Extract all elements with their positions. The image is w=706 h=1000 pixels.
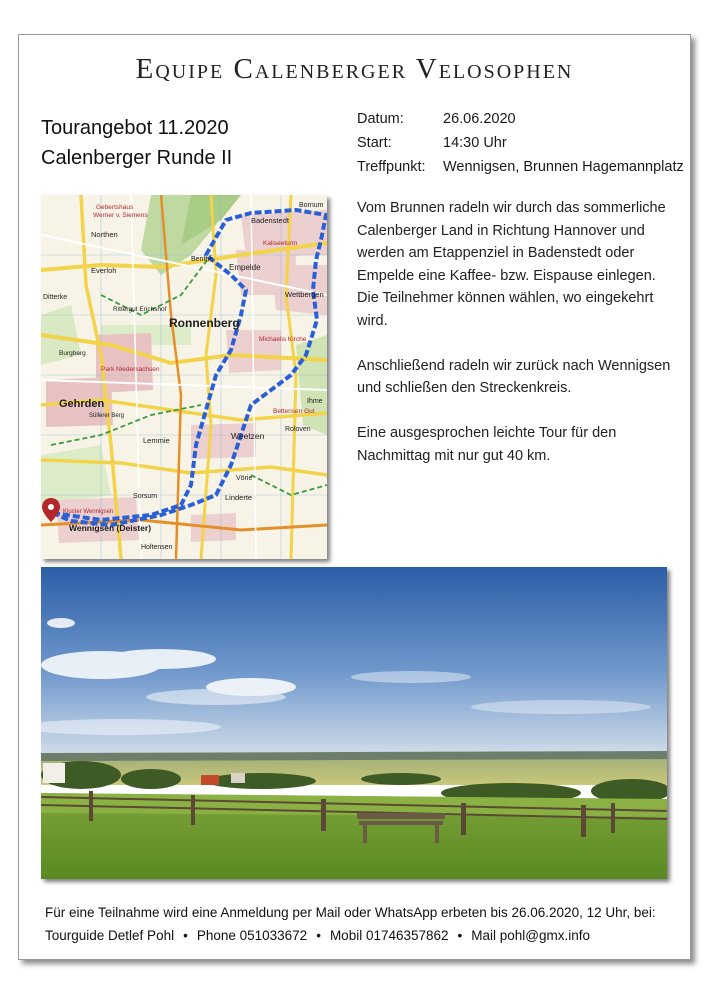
flyer-sheet	[18, 34, 691, 960]
detail-start	[357, 131, 684, 155]
map-label: Kloster Wennigsen	[63, 509, 114, 515]
map-label: Benthe	[191, 256, 214, 263]
map-label: Empelde	[229, 263, 261, 272]
mobile-number: Mobil 01746357862	[329, 928, 449, 943]
route-map-graphic	[41, 195, 327, 559]
tour-description	[357, 197, 675, 490]
tour-number: Tourangebot 11.2020	[41, 117, 229, 139]
map-label: Vörie	[236, 475, 253, 482]
map-label: Badenstedt	[251, 216, 289, 225]
map-label: Gebertshaus	[96, 204, 134, 211]
map-label: Michaelis Kirche	[259, 336, 307, 343]
route-map	[41, 195, 327, 559]
map-label: Bornum	[299, 202, 324, 209]
registration-footer	[45, 901, 656, 947]
map-label: Sorsum	[133, 493, 158, 500]
contact-line	[45, 924, 656, 947]
description-paragraph: Eine ausgesprochen leichte Tour für den Nachmittag mit nur gut 40 km.	[357, 425, 617, 464]
detail-date	[357, 107, 684, 131]
detail-label: Start:	[357, 135, 392, 151]
tour-details	[357, 107, 684, 179]
map-label: Kaliseeturm	[263, 240, 298, 247]
tour-guide: Tourguide Detlef Pohl	[45, 928, 175, 943]
detail-value: 26.06.2020	[443, 111, 516, 127]
map-label: Bettensen Gut	[273, 408, 315, 415]
map-label: Ihme	[307, 398, 323, 405]
detail-meeting-point	[357, 155, 684, 179]
map-label: Ronnenberg	[169, 316, 240, 330]
map-label: Wettbergen	[285, 290, 324, 299]
detail-label: Datum:	[357, 111, 404, 127]
tour-heading	[41, 113, 232, 173]
map-label: Süllerer Berg	[89, 413, 125, 419]
map-label: Holtensen	[141, 544, 173, 551]
landscape-photo-graphic	[41, 567, 667, 879]
map-label: Burgberg	[59, 350, 86, 357]
map-label: Lemmie	[143, 436, 170, 445]
map-label: Everloh	[91, 266, 117, 275]
registration-notice: Für eine Teilnahme wird eine Anmeldung per Mail oder WhatsApp erbeten bis 26.06.2020, 12 Uhr, bei:	[45, 905, 656, 920]
bullet-separator: •	[457, 928, 463, 943]
phone-number: Phone 051033672	[196, 928, 308, 943]
detail-label: Treffpunkt:	[357, 159, 426, 175]
map-label: Linderte	[225, 493, 253, 502]
map-label: Rittergut Erichshof	[113, 306, 167, 313]
map-label: Roloven	[285, 426, 311, 433]
bullet-separator: •	[183, 928, 188, 943]
map-label: Ditterke	[43, 294, 68, 301]
email-address: Mail pohl@gmx.info	[471, 928, 591, 943]
detail-value: 14:30 Uhr	[443, 135, 507, 151]
description-paragraph: Anschließend radeln wir zurück nach Wennigsen und schließen den Streckenkreis.	[357, 357, 671, 396]
map-label: Gehrden	[59, 398, 105, 410]
description-paragraph: Vom Brunnen radeln wir durch das sommerliche Calenberger Land in Richtung Hannover und werden am Etappenziel in Badenstedt oder Empelde eine Kaffee- bzw. Eispause einlegen. Die Teilnehmer können wählen, wo eingekehrt wird.	[357, 200, 666, 329]
tour-name: Calenberger Runde II	[41, 147, 233, 169]
map-label: Werner v. Siemens	[93, 212, 148, 219]
map-label: Park Niedersachsen	[101, 366, 160, 373]
bullet-separator: •	[316, 928, 321, 943]
page-title: Equipe Calenberger Velosophen	[135, 53, 574, 85]
detail-value: Wennigsen, Brunnen Hagemannplatz	[443, 159, 684, 175]
map-label: Weetzen	[231, 431, 265, 441]
map-label: Northen	[91, 230, 118, 239]
map-label: Wennigsen (Deister)	[69, 523, 152, 533]
landscape-photo	[41, 567, 667, 879]
